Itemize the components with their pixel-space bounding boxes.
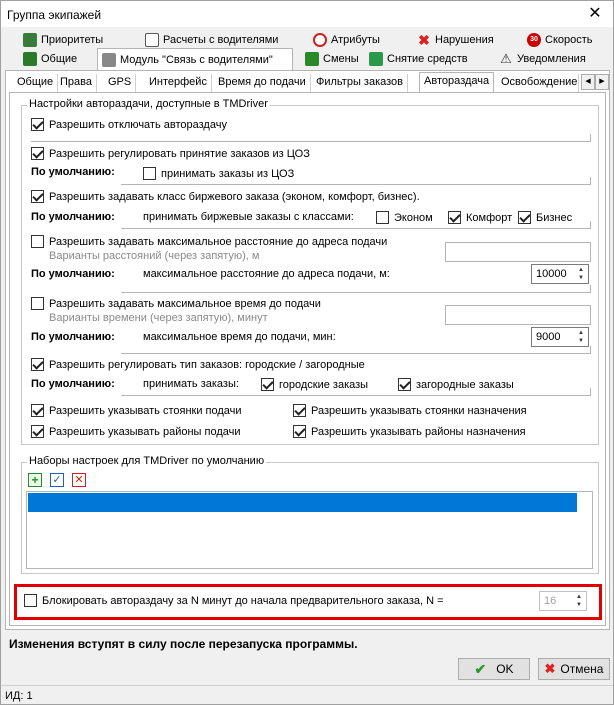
no-smoking-icon <box>313 33 327 47</box>
tab-driver-link-module[interactable] <box>97 48 293 71</box>
allow-dest-stops-checkbox[interactable] <box>293 404 527 417</box>
tab-label: Нарушения <box>435 34 494 46</box>
checkbox-label: городские заказы <box>279 378 369 391</box>
default-label: По умолчанию: <box>31 268 115 280</box>
subtab-release[interactable]: Освобождение <box>497 74 579 92</box>
spin-up-icon[interactable]: ▲ <box>576 594 582 600</box>
tab-notifications[interactable] <box>495 50 586 70</box>
checkbox-label: Разрешить указывать районы назначения <box>311 425 526 438</box>
block-autodispatch-checkbox[interactable] <box>24 594 444 607</box>
checkbox-label: Разрешить задавать максимальное расстояние до адреса подачи <box>49 235 388 248</box>
checkbox-label: Разрешить указывать стоянки назначения <box>311 404 527 417</box>
allow-stops-checkbox[interactable] <box>31 404 242 417</box>
checkbox-box[interactable] <box>293 404 306 417</box>
shifts-icon <box>305 52 319 66</box>
distance-variants-label: Варианты расстояний (через запятую), м <box>49 250 260 262</box>
id-status: ИД: 1 <box>5 690 33 702</box>
driver-link-icon <box>102 53 116 67</box>
checkbox-box[interactable] <box>24 594 37 607</box>
allow-max-distance-checkbox[interactable] <box>31 235 387 248</box>
default-label: По умолчанию: <box>31 378 115 390</box>
checkbox-label: Разрешить указывать стоянки подачи <box>49 404 242 417</box>
spinner-value: 10000 <box>536 268 567 280</box>
max-time-label: максимальное время до подачи, мин: <box>143 331 336 343</box>
tab-label: Уведомления <box>517 53 586 65</box>
check-icon: ✔ <box>474 660 487 677</box>
allow-dest-districts-checkbox[interactable] <box>293 425 526 438</box>
divider <box>121 285 591 293</box>
subtab-gps[interactable]: GPS <box>104 74 136 92</box>
checkbox-label: Комфорт <box>466 211 513 224</box>
divider <box>121 177 591 185</box>
subtab-scroll-left-icon[interactable]: ◀ <box>581 74 595 90</box>
tab-label: Смены <box>323 53 359 65</box>
tab-label: Модуль "Связь с водителями" <box>120 54 273 66</box>
spin-down-icon[interactable]: ▼ <box>578 275 584 281</box>
checkbox-label: Разрешить регулировать тип заказов: городские / загородные <box>49 358 365 371</box>
tab-violations[interactable] <box>413 31 494 51</box>
subtab-general[interactable]: Общие <box>13 74 58 92</box>
default-label: По умолчанию: <box>31 211 115 223</box>
divider <box>121 346 591 354</box>
checkbox-label: Бизнес <box>536 211 573 224</box>
tab-label: Снятие средств <box>387 53 468 65</box>
tab-withdrawal[interactable] <box>365 50 468 70</box>
priorities-icon <box>23 33 37 47</box>
checkbox-label: Разрешить задавать максимальное время до подачи <box>49 297 321 310</box>
subtab-interface[interactable]: Интерфейс <box>145 74 212 92</box>
edit-preset-icon[interactable]: ✓ <box>50 473 64 487</box>
close-icon[interactable]: ✕ <box>588 5 602 22</box>
checkbox-label: Разрешить регулировать принятие заказов из ЦОЗ <box>49 147 310 160</box>
default-label: По умолчанию: <box>31 331 115 343</box>
tab-general[interactable] <box>19 50 77 70</box>
ok-button[interactable] <box>458 658 530 680</box>
tab-label: Расчеты с водителями <box>163 34 279 46</box>
checkbox-box[interactable] <box>31 358 44 371</box>
window-title: Группа экипажей <box>7 8 102 22</box>
allow-order-type-checkbox[interactable] <box>31 358 365 371</box>
allow-class-checkbox[interactable] <box>31 190 420 203</box>
divider <box>121 221 591 229</box>
time-variants-input[interactable] <box>445 305 591 325</box>
add-preset-icon[interactable]: + <box>28 473 42 487</box>
distance-variants-input[interactable] <box>445 242 591 262</box>
checkbox-label: Разрешить задавать класс биржевого заказа (эконом, комфорт, бизнес). <box>49 190 420 203</box>
checkbox-label: принимать заказы из ЦОЗ <box>161 167 295 180</box>
withdrawal-icon <box>369 52 383 66</box>
tab-shifts[interactable] <box>301 50 359 70</box>
tab-priorities[interactable] <box>19 31 103 51</box>
checkbox-box[interactable] <box>31 190 44 203</box>
cancel-label: Отмена <box>560 662 604 676</box>
settings-group-title: Настройки автораздачи, доступные в TMDriver <box>29 98 268 110</box>
checkbox-label: Разрешить отключать автораздачу <box>49 118 227 131</box>
status-bar <box>1 685 613 705</box>
max-time-spinner[interactable] <box>531 327 589 347</box>
spin-up-icon[interactable]: ▲ <box>578 267 584 273</box>
checkbox-label: Блокировать автораздачу за N минут до начала предварительного заказа, N = <box>42 594 444 607</box>
tab-attributes[interactable] <box>309 31 380 51</box>
spin-down-icon[interactable]: ▼ <box>578 338 584 344</box>
red-x-icon: ✖ <box>418 32 430 49</box>
time-variants-label: Варианты времени (через запятую), минут <box>49 312 268 324</box>
speed-30-icon: 30 <box>527 33 541 47</box>
divider <box>121 388 591 396</box>
selected-preset-row[interactable] <box>28 493 577 512</box>
accept-orders-label: принимать заказы: <box>143 378 239 390</box>
accept-classes-label: принимать биржевые заказы с классами: <box>143 211 354 223</box>
presets-list[interactable] <box>26 491 593 569</box>
subtab-auto-dispatch[interactable]: Авторaздача <box>419 72 494 92</box>
spinner-value: 9000 <box>536 331 561 343</box>
allow-disable-checkbox[interactable] <box>31 118 227 131</box>
allow-regulate-checkbox[interactable] <box>31 147 310 160</box>
divider <box>31 134 591 142</box>
block-n-spinner[interactable] <box>539 591 587 611</box>
subtab-time-to-arrival[interactable]: Время до подачи <box>214 74 311 92</box>
checkbox-box[interactable] <box>31 425 44 438</box>
spinner-value: 16 <box>544 595 557 607</box>
subtab-rights[interactable]: Права <box>56 74 97 92</box>
checkbox-label: Эконом <box>394 211 433 224</box>
checkbox-box[interactable] <box>31 404 44 417</box>
subtab-scroll-right-icon[interactable]: ▶ <box>595 74 609 90</box>
allow-districts-checkbox[interactable] <box>31 425 241 438</box>
max-distance-label: максимальное расстояние до адреса подачи, м: <box>143 268 390 280</box>
restart-notice: Изменения вступят в силу после перезапуска программы. <box>9 637 358 651</box>
title-bar <box>1 1 613 27</box>
spin-up-icon[interactable]: ▲ <box>578 330 584 336</box>
checkbox-box[interactable] <box>31 235 44 248</box>
general-icon <box>23 52 37 66</box>
presets-group-title: Наборы настроек для TMDriver по умолчанию <box>29 455 265 467</box>
delete-preset-icon[interactable]: ✕ <box>72 473 86 487</box>
tab-label: Атрибуты <box>331 34 380 46</box>
subtab-order-filters[interactable]: Фильтры заказов <box>312 74 408 92</box>
max-distance-spinner[interactable] <box>531 264 589 284</box>
checkbox-box[interactable] <box>31 118 44 131</box>
tab-label: Скорость <box>545 34 593 46</box>
allow-max-time-checkbox[interactable] <box>31 297 321 310</box>
calculator-icon <box>145 33 159 47</box>
cancel-button[interactable] <box>538 658 610 680</box>
default-label: По умолчанию: <box>31 166 115 178</box>
warning-icon: ⚠ <box>500 51 512 67</box>
checkbox-label: Разрешить указывать районы подачи <box>49 425 241 438</box>
checkbox-box[interactable] <box>31 147 44 160</box>
ok-label: OK <box>496 662 514 676</box>
tab-speed[interactable] <box>523 31 593 51</box>
red-x-icon: ✖ <box>544 661 556 676</box>
spin-down-icon[interactable]: ▼ <box>576 602 582 608</box>
tab-label: Общие <box>41 53 78 65</box>
checkbox-box[interactable] <box>31 297 44 310</box>
checkbox-label: загородные заказы <box>416 378 514 391</box>
tab-label: Приоритеты <box>41 34 104 46</box>
checkbox-box[interactable] <box>293 425 306 438</box>
